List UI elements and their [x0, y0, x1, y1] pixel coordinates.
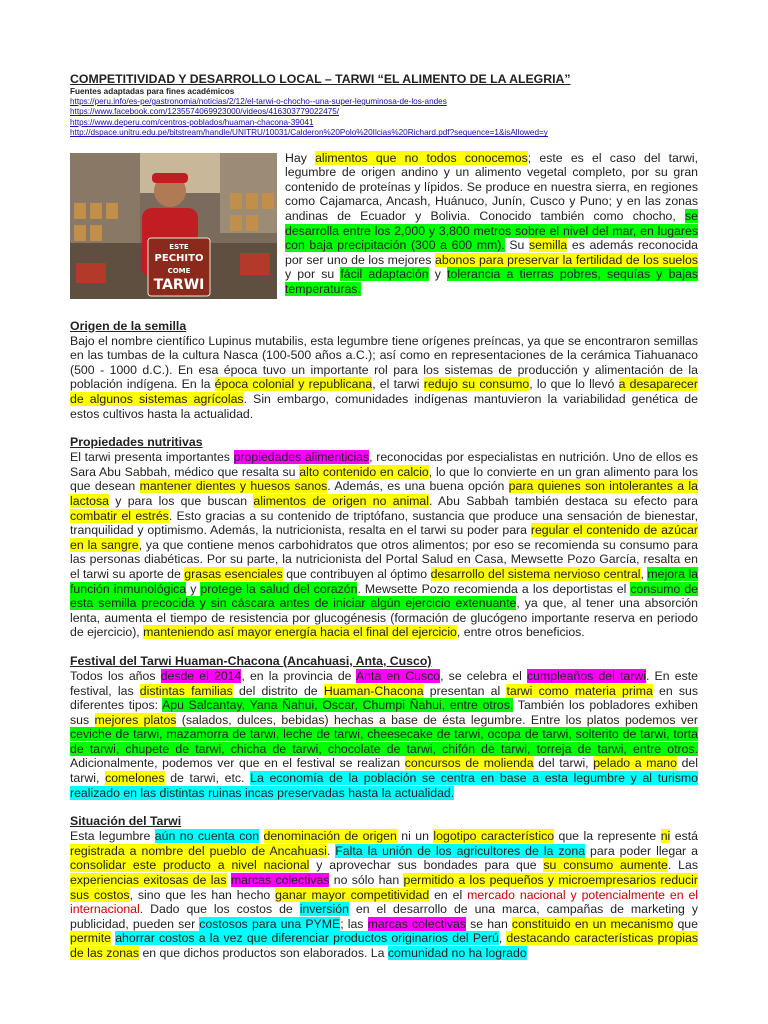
highlighted-text: inversión — [299, 902, 349, 917]
text-run: El tarwi presenta importantes — [70, 450, 234, 465]
text-run: en que dichos productos son elaborados. La — [139, 946, 388, 960]
text-run: y — [186, 581, 201, 596]
text-run: mercado nacional y potencialmente en el internacional — [70, 887, 699, 917]
highlighted-text: alto contenido en calcio — [299, 464, 429, 479]
photo-sign — [148, 241, 210, 293]
text-run: , — [498, 931, 507, 946]
text-run: Su — [504, 238, 529, 253]
highlighted-text: protege la salud del corazón — [200, 581, 358, 596]
intro-paragraph — [285, 151, 698, 297]
text-run: , reconocidas por especialistas en nutrición. Uno de ellos es Sara Abu Sabbah, médico que resalta su — [70, 450, 698, 479]
text-run: , — [640, 566, 648, 581]
highlighted-text: Anta en Cusco — [355, 668, 441, 683]
text-run: , se celebra el — [440, 668, 527, 683]
document-title: COMPETITIVIDAD Y DESARROLLO LOCAL – TARWI “EL ALIMENTO DE LA ALEGRIA” — [70, 72, 571, 86]
highlighted-text: fácil adaptación — [340, 267, 429, 282]
text-run: (salados, dulces, bebidas) hechas a base de ésta legumbre. Entre los platos podemos ver — [176, 712, 698, 727]
text-run: , sino que les han hecho — [129, 887, 276, 902]
text-run: en el — [429, 887, 468, 902]
highlighted-text: constituido en un mecanismo — [511, 916, 674, 931]
sign-text-3: COME — [167, 266, 191, 275]
text-run: También los pobladores exhiben sus — [70, 698, 698, 727]
text-run: ; este es el caso del tarwi, legumbre de origen andino y un alimento vegetal completo, por su gran contenido de proteínas y lípidos. Se produce en nuestra sierra, en regiones como Cajamarca, Ancash, Huánuco, Junín, Cusco y Puno; y en las zonas andinas de Ecuador y Bolivia. Conocido también como chocho, — [285, 150, 698, 223]
text-run: . Además, es una buena opción — [327, 479, 509, 494]
text-run — [259, 829, 263, 843]
highlighted-text: mejores platos — [94, 712, 177, 727]
text-run: . Dado que los costos de — [139, 902, 300, 917]
text-run: , el tarwi — [372, 377, 424, 392]
text-run: para poder llegar a — [585, 843, 698, 858]
highlighted-text: aún no cuenta con — [154, 829, 260, 844]
text-run: en el desarrollo de una marca, campañas de marketing y publicidad, pueden ser — [70, 902, 698, 931]
highlighted-text: costosos para una PYME — [199, 916, 341, 931]
text-run: , ya que contiene menos carbohidratos que otros alimentos; por eso se recomienda su consumo para las personas diabéticas. Por su parte, la nutricionista del Portal Salud en Casa, Mewsette Pozo García, resalta en el tarwi su aporte de — [70, 537, 698, 581]
highlighted-text: abonos para preservar la fertilidad de los suelos — [435, 252, 698, 267]
text-run: , lo que lo llevó — [529, 377, 619, 392]
highlighted-text: de las zonas — [70, 946, 140, 960]
highlighted-text: distintas familias — [139, 683, 233, 698]
text-run: Hay — [285, 150, 316, 165]
text-run: . Abu Sabbah también destaca su efecto para — [429, 493, 699, 508]
text-run: ; las — [340, 916, 368, 931]
highlighted-text: regular el contenido de azúcar en la sangre — [70, 523, 699, 552]
highlighted-text: desde el 2014 — [160, 668, 242, 683]
highlighted-text: alimentos que no todos conocemos — [315, 150, 528, 165]
highlighted-text: manteniendo así mayor energía hacia el final del ejercicio — [143, 625, 457, 640]
highlighted-text: Huaman-Chacona — [323, 683, 424, 698]
sign-text-1: ESTE — [169, 242, 189, 251]
text-run: está — [670, 829, 698, 844]
source-link-1[interactable]: https://peru.info/es-pe/gastronomia/noticias/2/12/el-tarwi-o-chocho--una-super-leguminosa-de-los-andes — [70, 97, 447, 106]
highlighted-text: comunidad no ha logrado — [387, 946, 527, 960]
highlighted-text: permitido a los pequeños y microempresarios reducir sus costos — [70, 873, 698, 902]
heading-festival: Festival del Tarwi Huaman-Chacona (Ancahuasi, Anta, Cusco) — [70, 653, 432, 668]
paragraph-festival — [70, 669, 698, 800]
highlighted-text: Apu Salcantay, Yana Ñahui, Oscar, Chumpi Ñahui, entre otros. — [162, 698, 514, 713]
text-run: , ya que, al tener una absorción lenta, aumenta el tiempo de resistencia por glucogénesis (formación de glucógeno importante reserva en periodo de ejercicio), — [70, 596, 698, 640]
text-run: Todos los años — [70, 668, 161, 683]
highlighted-text: redujo su consumo — [423, 377, 530, 392]
text-run: ni un — [396, 829, 434, 844]
highlighted-text: ahorrar costos a la vez que diferenciar productos originarios del Perú — [115, 931, 499, 946]
highlighted-text: cumpleaños del tarwi — [527, 668, 646, 683]
paragraph-origen — [70, 334, 698, 422]
highlighted-text: mejora la función inmunológica — [70, 566, 699, 596]
highlighted-text: ceviche de tarwi, mazamorra de tarwi, leche de tarwi, cheesecake de tarwi, ocopa de tarwi, solterito de tarwi, torta de tarwi, chupete de tarwi, chicha de tarwi, chocolate de tarwi, chifón de tarwi, torreja de tarwi, entre otros. — [70, 727, 698, 756]
text-run: y aprovechar sus bondades para que — [309, 858, 544, 873]
heading-situacion: Situación del Tarwi — [70, 814, 182, 829]
highlighted-text: a desaparecer de algunos sistemas agrícolas — [70, 377, 698, 406]
highlighted-text: ni — [660, 829, 671, 844]
highlighted-text: tolerancia a tierras pobres, sequías y bajas temperaturas. — [285, 267, 698, 296]
text-run: , lo que lo convierte en un gran alimento para los que desean — [70, 464, 698, 494]
sign-text-4: TARWI — [153, 276, 205, 293]
text-run: . En este festival, las — [70, 668, 698, 698]
text-run: . Esto gracias a su contenido de triptófano, sustancia que produce una sensación de bienestar, tranquilidad y optimismo. Además, la nutricionista, resalta en el tarwi su poder para — [70, 508, 698, 538]
highlighted-text: semilla — [529, 238, 568, 253]
source-link-3[interactable]: https://www.deperu.com/centros-poblados/huaman-chacona-39041 — [70, 117, 314, 127]
tarwi-stall-photo — [70, 153, 277, 299]
text-run: . — [326, 843, 336, 858]
highlighted-text: marcas colectivas — [367, 916, 467, 931]
highlighted-text: grasas esenciales — [184, 566, 283, 581]
text-run: de tarwi, etc. — [164, 771, 251, 786]
text-run: y — [428, 267, 448, 282]
highlighted-text: La economía de la población se centra en base a esta legumbre y al turismo realizado en las distintas ruinas incas preservadas hasta la actualidad. — [70, 771, 699, 800]
text-run: y para los que buscan — [108, 493, 254, 508]
text-run: que — [673, 916, 698, 931]
sign-text-2: PECHITO — [154, 252, 204, 264]
highlighted-text: registrada a nombre del pueblo de Ancahuasi — [70, 843, 327, 858]
highlighted-text: época colonial y republicana — [214, 377, 373, 392]
highlighted-text: ganar mayor competitividad — [275, 887, 430, 902]
text-run: del tarwi, — [70, 756, 698, 786]
heading-origen: Origen de la semilla — [70, 318, 187, 333]
highlighted-text: propiedades alimenticias — [233, 450, 370, 465]
paragraph-propiedades — [70, 450, 698, 640]
highlighted-text: alimentos de origen no animal — [253, 493, 429, 508]
text-run: se han — [466, 916, 512, 931]
text-run: del distrito de — [232, 683, 324, 698]
text-run: . Mewsette Pozo recomienda a los deportistas el — [357, 581, 631, 596]
highlighted-text: consumo de esta semilla precocida y sin cáscara antes de iniciar algún ejercicio extenuante — [70, 581, 699, 611]
highlighted-text: destacando características propias — [506, 931, 698, 946]
highlighted-text: logotipo característico — [433, 829, 555, 844]
text-run: y por su — [285, 267, 341, 282]
text-run: , entre otros beneficios. — [456, 625, 585, 640]
highlighted-text: se desarrolla entre los 2,000 y 3,800 metros sobre el nivel del mar, en lugares con baja precipitación (300 a 600 mm). — [285, 209, 698, 253]
text-run: es además reconocida por ser uno de los mejores — [285, 238, 698, 267]
intro-block — [70, 150, 698, 305]
highlighted-text: Falta la unión de los agricultores de la zona — [335, 843, 586, 858]
text-run: Bajo el nombre científico Lupinus mutabilis, esta legumbre tiene orígenes preíncas, ya que se encontraron semillas en las tumbas de la cultura Nasca (100-500 años a.C.); así como en representaciones de la cerámica Tiahuanaco (500 - 1000 d.C.). En esa época tuvo un importante rol para los sistemas de producción y alimentación de la población indígena. En la — [70, 333, 698, 392]
highlighted-text: experiencias exitosas de las — [70, 873, 227, 888]
highlighted-text: tarwi como materia prima — [506, 683, 653, 698]
text-run: Esta legumbre — [70, 829, 155, 844]
highlighted-text: consolidar este producto a nivel nacional — [70, 858, 310, 873]
highlighted-text: para quienes son intolerantes a la lactosa — [70, 479, 698, 508]
text-run: . Las — [667, 858, 698, 873]
highlighted-text: permite — [70, 931, 112, 946]
highlighted-text: mantener dientes y huesos sanos — [139, 479, 328, 494]
text-run: Adicionalmente, podemos ver que en el festival se realizan — [70, 756, 405, 771]
highlighted-text: pelado a mano — [593, 756, 677, 771]
source-link-4[interactable]: http://dspace.unitru.edu.pe/bitstream/handle/UNITRU/10031/Calderon%20Polo%20Ilcias%20Richard.pdf?sequence=1&isAllowed=y — [70, 128, 548, 138]
text-run: que contribuyen al óptimo — [282, 566, 431, 581]
highlighted-text: marcas colectivas — [230, 873, 330, 888]
highlighted-text: denominación de origen — [263, 829, 397, 844]
text-run: , en la provincia de — [241, 668, 356, 683]
text-run: presentan al — [423, 683, 507, 698]
highlighted-text: comelones — [105, 771, 165, 786]
highlighted-text: desarrollo del sistema nervioso central — [430, 566, 641, 581]
paragraph-situacion — [70, 829, 698, 960]
text-run: que la represente — [554, 829, 661, 844]
highlighted-text: combatir el estrés — [70, 508, 169, 523]
highlighted-text: su consumo aumente — [543, 858, 668, 873]
text-run: no sólo han — [329, 873, 404, 888]
sources-label: Fuentes adaptadas para fines académicos — [70, 87, 235, 96]
document-page — [70, 72, 698, 961]
text-run: del tarwi, — [533, 756, 594, 771]
source-link-2[interactable]: https://www.facebook.com/1235574069923000/videos/416303779022475/ — [70, 107, 340, 117]
text-run: en sus diferentes tipos: — [70, 683, 698, 713]
text-run: . Sin embargo, comunidades indígenas mantuvieron la variabilidad genética de estos cultivos hasta la actualidad. — [70, 392, 698, 421]
highlighted-text: concursos de molienda — [404, 756, 534, 771]
heading-propiedades: Propiedades nutritivas — [70, 435, 203, 450]
